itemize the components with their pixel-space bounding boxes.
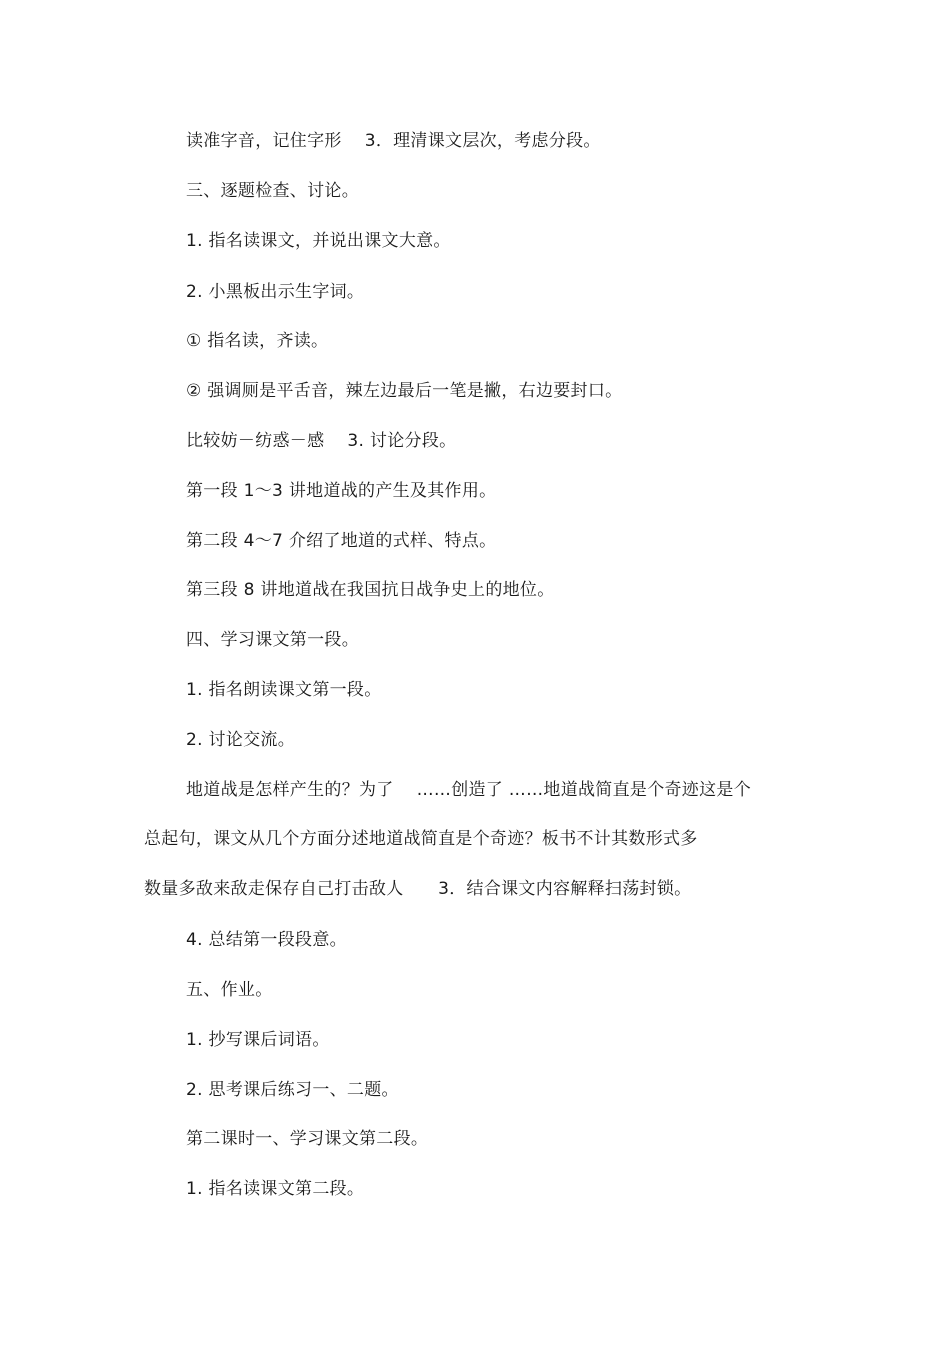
- text-line-21: 第二课时一、学习课文第二段。: [186, 1129, 429, 1149]
- text-line-16: 数量多敌来敌走保存自己打击敌人 3．结合课文内容解释扫荡封锁。: [144, 879, 692, 899]
- text-line-10: 第三段 8 讲地道战在我国抗日战争史上的地位。: [186, 580, 555, 600]
- text-line-14: 地道战是怎样产生的？为了 ……创造了 ……地道战简直是个奇迹这是个: [186, 780, 752, 800]
- text-line-17: 4. 总结第一段段意。: [186, 930, 347, 950]
- text-line-5: ① 指名读，齐读。: [186, 331, 329, 351]
- text-line-6: ② 强调厕是平舌音，辣左边最后一笔是撇，右边要封口。: [186, 381, 623, 401]
- text-line-3: 1. 指名读课文，并说出课文大意。: [186, 231, 451, 251]
- text-line-1: 读准字音，记住字形 3．理清课文层次，考虑分段。: [186, 131, 601, 151]
- text-line-13: 2. 讨论交流。: [186, 730, 296, 750]
- text-line-2: 三、逐题检查、讨论。: [186, 181, 359, 201]
- text-line-20: 2. 思考课后练习一、二题。: [186, 1080, 399, 1100]
- text-line-15: 总起句，课文从几个方面分述地道战简直是个奇迹？板书不计其数形式多: [144, 829, 698, 849]
- text-line-4: 2. 小黑板出示生字词。: [186, 282, 365, 302]
- text-line-9: 第二段 4～7 介绍了地道的式样、特点。: [186, 531, 497, 551]
- text-line-11: 四、学习课文第一段。: [186, 630, 359, 650]
- text-line-7: 比较妨－纺惑－感 3. 讨论分段。: [186, 431, 457, 451]
- text-line-22: 1. 指名读课文第二段。: [186, 1179, 365, 1199]
- text-line-12: 1. 指名朗读课文第一段。: [186, 680, 382, 700]
- text-line-8: 第一段 1～3 讲地道战的产生及其作用。: [186, 481, 497, 501]
- text-line-19: 1. 抄写课后词语。: [186, 1030, 330, 1050]
- text-line-18: 五、作业。: [186, 980, 273, 1000]
